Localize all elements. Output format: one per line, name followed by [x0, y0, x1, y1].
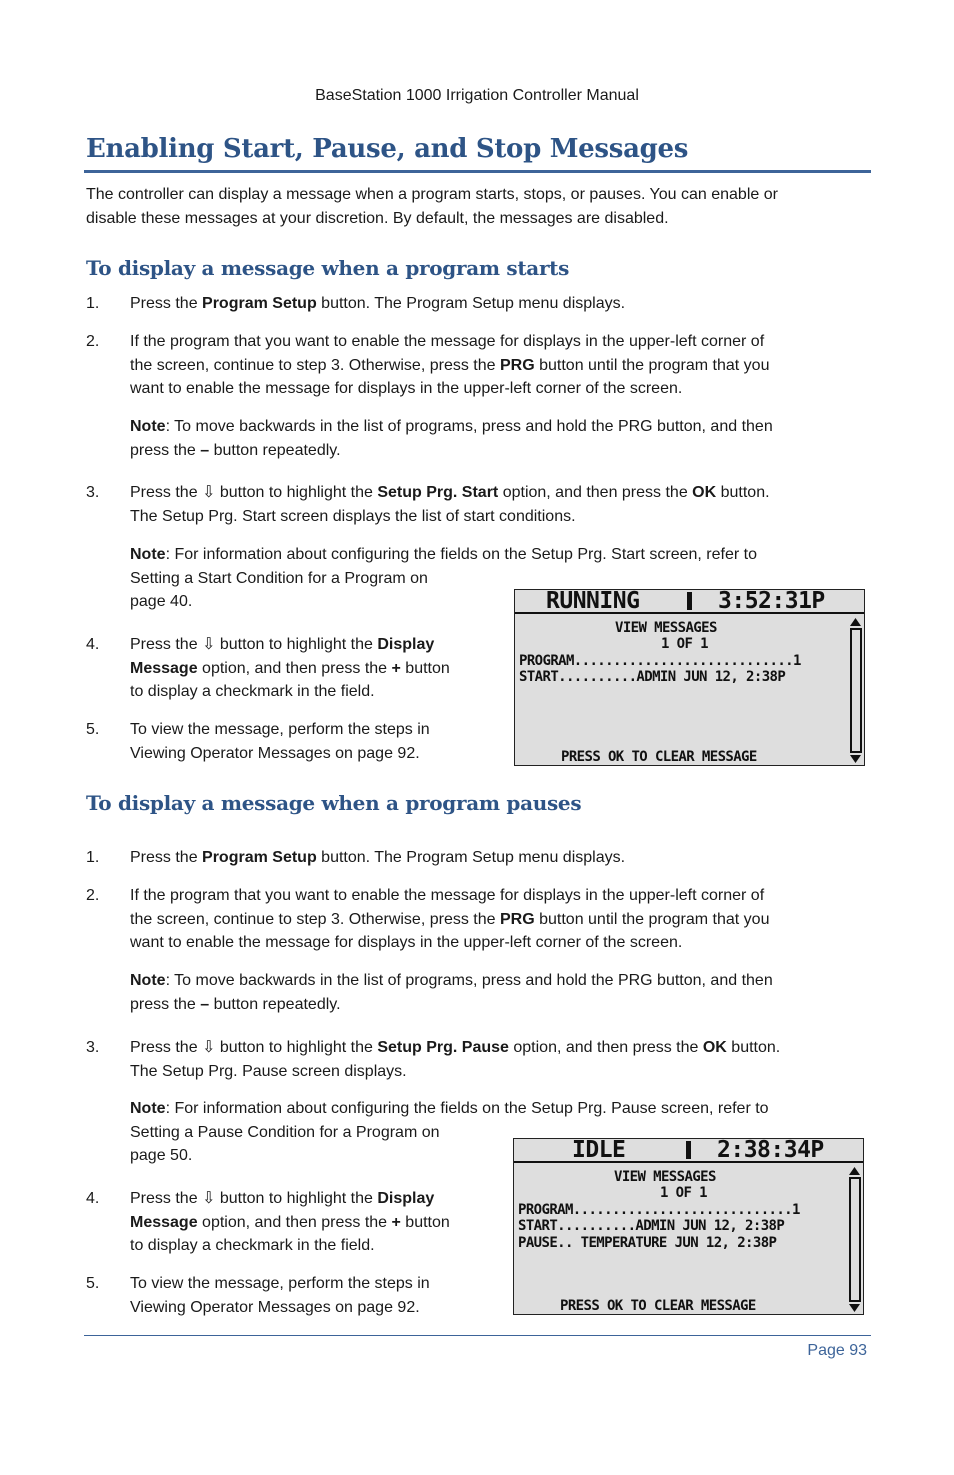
- note-setup-pause: Note: For information about configuring the fields on the Setup Prg. Pause screen, refer to Setting a Pause Condition for a Program on page 50.: [130, 1100, 769, 1165]
- lcd-status: IDLE: [572, 1138, 626, 1163]
- lcd-time: 2:38:34P: [717, 1138, 824, 1163]
- step-number: 4.: [86, 636, 100, 653]
- note-backwards: Note: To move backwards in the list of programs, press and hold the PRG button, and then press the – button repeatedly.: [130, 418, 773, 459]
- lcd-scrollbar: [848, 1167, 861, 1312]
- step-number: 5.: [86, 721, 100, 738]
- scroll-up-arrow-icon: [849, 1167, 860, 1175]
- title-underline: [84, 170, 871, 173]
- lcd-status-bar: [515, 590, 864, 614]
- heading-starts: To display a message when a program starts: [86, 256, 570, 280]
- heading-pauses: To display a message when a program pauses: [86, 791, 582, 815]
- scroll-track: [849, 1177, 861, 1302]
- lcd-footer: PRESS OK TO CLEAR MESSAGE: [561, 749, 757, 765]
- step-5: To view the message, perform the steps in Viewing Operator Messages on page 92.: [130, 1275, 430, 1316]
- step-1: Press the Program Setup button. The Program Setup menu displays.: [130, 295, 626, 312]
- footer-rule: [84, 1335, 871, 1336]
- step-3: Press the ⇩ button to highlight the Setup Prg. Pause option, and then press the OK button. The Setup Prg. Pause screen displays.: [130, 1039, 781, 1080]
- step-number: 1.: [86, 849, 100, 866]
- note-setup-start: Note: For information about configuring the fields on the Setup Prg. Start screen, refer to Setting a Start Condition for a Program on page 40.: [130, 546, 757, 611]
- scroll-down-arrow-icon: [849, 1304, 860, 1312]
- lcd-status: RUNNING: [546, 589, 640, 614]
- lcd-divider: [686, 1141, 691, 1159]
- step-number: 2.: [86, 887, 100, 904]
- lcd-title: VIEW MESSAGES: [615, 620, 717, 636]
- lcd-counter: 1 OF 1: [661, 636, 708, 652]
- page-number: Page 93: [807, 1342, 867, 1359]
- lcd-scrollbar: [849, 618, 862, 763]
- lcd-time: 3:52:31P: [718, 589, 825, 614]
- lcd-title: VIEW MESSAGES: [614, 1169, 716, 1185]
- step-number: 5.: [86, 1275, 100, 1292]
- lcd-line-pause: PAUSE.. TEMPERATURE JUN 12, 2:38P: [518, 1235, 777, 1251]
- step-number: 4.: [86, 1190, 100, 1207]
- step-4: Press the ⇩ button to highlight the Display Message option, and then press the + button to display a checkmark in the field.: [130, 636, 450, 701]
- lcd-divider: [687, 592, 692, 610]
- running-header: BaseStation 1000 Irrigation Controller Manual: [315, 87, 639, 104]
- lcd-footer: PRESS OK TO CLEAR MESSAGE: [560, 1298, 756, 1314]
- lcd-line-start: START..........ADMIN JUN 12, 2:38P: [519, 669, 786, 685]
- lcd-line-program: PROGRAM............................1: [519, 653, 801, 669]
- scroll-up-arrow-icon: [850, 618, 861, 626]
- section-title: Enabling Start, Pause, and Stop Messages: [86, 134, 689, 164]
- step-1: Press the Program Setup button. The Program Setup menu displays.: [130, 849, 626, 866]
- scroll-track: [850, 628, 862, 753]
- step-2: If the program that you want to enable the message for displays in the upper-left corner of the screen, continue to step 3. Otherwise, press the PRG button until the program that you want to enable the message for displays in the upper-left corner of the screen.: [130, 333, 770, 398]
- lcd-line-start: START..........ADMIN JUN 12, 2:38P: [518, 1218, 785, 1234]
- intro-line-1: The controller can display a message when a program starts, stops, or pauses. You can enable or: [86, 186, 778, 203]
- lcd-status-bar: [514, 1139, 863, 1163]
- lcd-screenshot-idle: [513, 1138, 864, 1315]
- step-number: 1.: [86, 295, 100, 312]
- step-number: 3.: [86, 1039, 100, 1056]
- note-backwards: Note: To move backwards in the list of programs, press and hold the PRG button, and then press the – button repeatedly.: [130, 972, 773, 1013]
- lcd-line-program: PROGRAM............................1: [518, 1202, 800, 1218]
- step-4: Press the ⇩ button to highlight the Display Message option, and then press the + button to display a checkmark in the field.: [130, 1190, 450, 1255]
- step-2: If the program that you want to enable the message for displays in the upper-left corner of the screen, continue to step 3. Otherwise, press the PRG button until the program that you want to enable the message for displays in the upper-left corner of the screen.: [130, 887, 770, 952]
- step-number: 2.: [86, 333, 100, 350]
- step-3: Press the ⇩ button to highlight the Setup Prg. Start option, and then press the OK button. The Setup Prg. Start screen displays the list of start conditions.: [130, 484, 770, 525]
- step-5: To view the message, perform the steps in Viewing Operator Messages on page 92.: [130, 721, 430, 762]
- scroll-down-arrow-icon: [850, 755, 861, 763]
- step-number: 3.: [86, 484, 100, 501]
- lcd-screenshot-running: [514, 589, 865, 766]
- lcd-counter: 1 OF 1: [660, 1185, 707, 1201]
- intro-line-2: disable these messages at your discretion. By default, the messages are disabled.: [86, 210, 669, 227]
